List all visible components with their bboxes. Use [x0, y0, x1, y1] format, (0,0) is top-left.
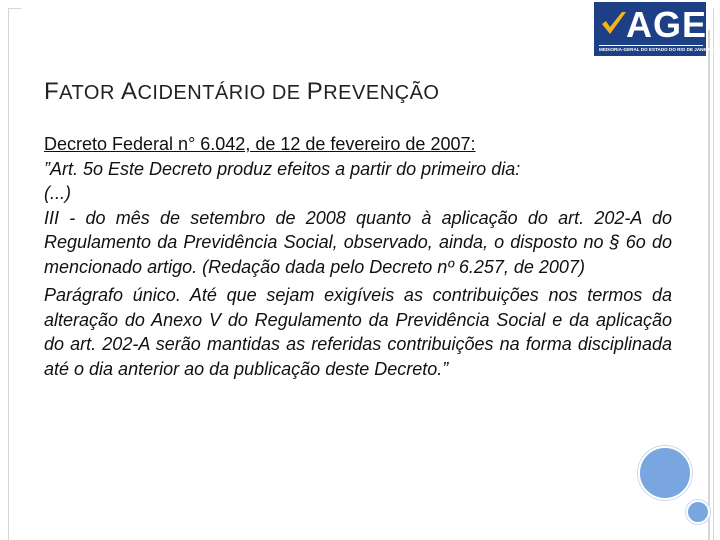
slide-body: [44, 132, 672, 381]
logo-subtitle: MEDIORIA-GERAL DO ESTADO DO RIO DE JANEIRO: [599, 47, 715, 52]
title-word: ATOR: [59, 82, 121, 104]
title-cap: P: [306, 78, 324, 105]
ellipsis-line: (...): [44, 183, 71, 203]
age-logo: [592, 0, 715, 58]
slide-frame-left: [8, 8, 21, 540]
title-word: REVENÇÃO: [323, 82, 440, 104]
title-word: CIDENTÁRIO DE: [137, 82, 307, 104]
slide-frame-right: [713, 8, 714, 540]
article-line: ”Art. 5o Este Decreto produz efeitos a partir do primeiro dia:: [44, 158, 521, 179]
slide-title: [44, 78, 439, 107]
decorative-circle-small: [686, 500, 710, 524]
decorative-circle-large: [638, 446, 692, 500]
checkmark-icon: [600, 10, 628, 38]
sole-paragraph: Parágrafo único. Até que sejam exigíveis as contribuições nos termos da alteração do Anexo V do Regulamento da Previdência Social e da aplicação do art. 202-A serão mantidas as referidas contribuições na forma disciplinada até o dia anterior ao da publicação deste Decreto.”: [44, 285, 672, 379]
item-iii-paragraph: III - do mês de setembro de 2008 quanto à aplicação do art. 202-A do Regulamento da Previdência Social, observado, ainda, o disposto no § 6o do mencionado artigo. (Redação dada pelo Decreto nº 6.257, de 2007): [44, 207, 672, 277]
title-cap: F: [44, 78, 60, 105]
decree-heading: Decreto Federal n° 6.042, de 12 de fevereiro de 2007:: [44, 134, 476, 154]
logo-name: AGE: [626, 4, 708, 45]
slide-frame-right-inner: [708, 30, 710, 540]
title-cap: A: [120, 78, 138, 105]
